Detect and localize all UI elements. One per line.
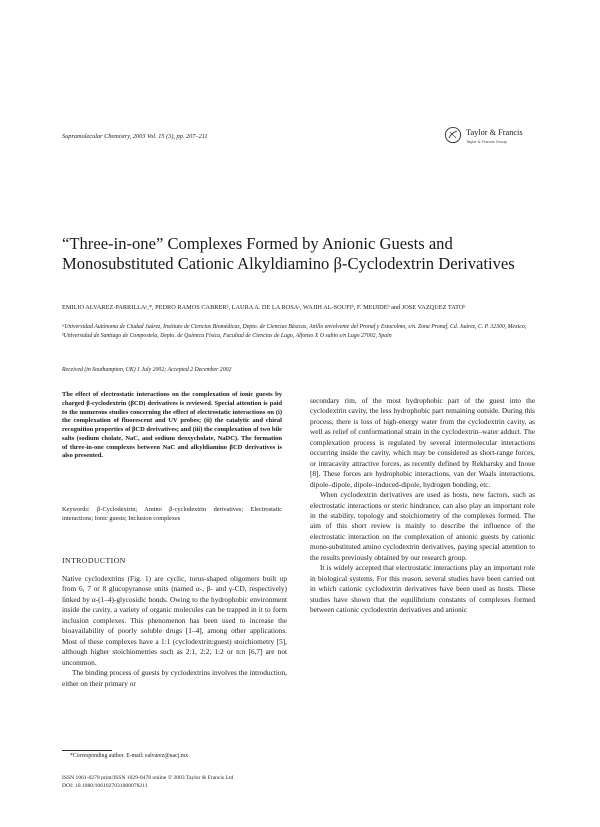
paragraph: Native cyclodextrins (Fig. 1) are cyclic, torus-shaped oligomers built up from 6, 7 or 8 glucopyranose units (named α-, β- and γ-CD, respectively) linked by α-(1–4)-glycosidic bonds. Owing to the hydrophobic environment inside the cavity, a variety of organic molecules can be trapped in it to form inclusion complexes. This phenomenon has been used to increase the bioavailability of poorly soluble drugs [1–4], among other applications. Most of these complexes have a 1:1 (cyclodextrin:guest) stoichiometry [5], although higher stoichiometries such as 2:1, 2:2, 1:2 or n:n [6,7] are not uncommon. <box>62 574 287 667</box>
paragraph: It is widely accepted that electrostatic interactions play an important role in biological systems. For this reason, several studies have been carried out in which cationic cyclodextrin derivatives have been used as hosts. These studies have shown that the equilibrium constants of complexes formed between cationic cyclodextrin derivatives and anionic <box>310 563 535 615</box>
introduction-text <box>62 574 287 689</box>
section-heading-introduction: INTRODUCTION <box>62 556 126 565</box>
issn-line: ISSN 1061-0278 print/ISSN 1029-0478 online © 2003 Taylor & Francis Ltd <box>62 775 234 781</box>
paragraph: When cyclodextrin derivatives are used as hosts, new factors, such as electrostatic interactions or steric hindrance, can also play an important role in the stability, topology and stoichiometry of the complexes formed. The aim of this short review is mainly to describe the influence of the electrostatic interaction on the complexation of anionic guests by cationic mono-substituted amino cyclodextrin derivatives, paying special attention to the results previously obtained by our research group. <box>310 490 535 562</box>
taylor-francis-logo-icon <box>444 126 462 144</box>
publisher-tagline: Taylor & Francis Group <box>466 139 507 144</box>
abstract: The effect of electrostatic interactions on the complexation of ionic guests by charged β-cyclodextrin (βCD) derivatives is reviewed. Special attention is paid to the numerous studies concerning the effect of electrostatic interactions on (i) the complexation of fluorescent and UV probes; (ii) the catalytic and chiral recognition properties of βCD derivatives; and (iii) the complexation of two bile salts (sodium cholate, NaC, and sodium deoxycholate, NaDC). The formation of three-in-one complexes between NaC and alkyldiamino βCD derivatives is also presented. <box>62 391 283 460</box>
journal-citation: Supramolecular Chemistry, 2003 Vol. 15 (3), pp. 207–211 <box>62 133 208 140</box>
author-list: EMILIO ALVAREZ-PARRILLAᵃ,*, PEDRO RAMOS CABRERᵇ, LAURA A. DE LA ROSAᵃ, WAJIH AL-SOUFIᵇ, F. MEIJIDEᵇ and JOSE VAZQUEZ TATOᵇ <box>62 304 466 311</box>
doi-line: DOI: 10.1080/1061027031000078211 <box>62 783 148 789</box>
corresponding-author-footnote: *Corresponding author. E-mail: ealvarez@uacj.mx <box>70 753 189 759</box>
issn-doi-block <box>62 774 362 790</box>
paragraph: The binding process of guests by cyclodextrins involves the introduction, either on their primary or <box>62 668 287 688</box>
paragraph: secondary rim, of the most hydrophobic part of the guest into the cyclodextrin cavity, the less hydrophobic part remaining outside. During this process, there is loss of high-energy water from the cyclodextrin cavity, as well as relief of conformational strain in the cyclodextrin–water adduct. The complexation process is regulated by several intermolecular interactions occurring inside the cavity, which may be considered as short-range forces, or intracavity attractive forces, as recently defined by Rekharsky and Inoue [8]. These forces are hydrophobic interactions, van der Waals interactions, dipole–dipole, dipole–induced-dipole, hydrogen bonding, etc. <box>310 396 535 489</box>
received-accepted-dates: Received (in Southampton, UK) 1 July 2002; Accepted 2 December 2002 <box>62 367 232 373</box>
article-title: “Three-in-one” Complexes Formed by Anionic Guests and Monosubstituted Cationic Alkyldiamino β-Cyclodextrin Derivatives <box>62 234 515 273</box>
affiliations: ᵃUniversidad Autónoma de Ciudad Juárez, Instituto de Ciencias Biomédicas, Depto. de Ciencias Básicas, Anillo envolvente del Pronaf y Estocolmo, s/n. Zona Pronaf, Cd. Juárez, C. P. 32300, Mexico; ᵇUniversidad de Santiago de Compostela, Depto. de Química Física, Facultad de Ciencias de Lugo, Alfonso X O sabio s/n Lugo 27002, Spain <box>62 324 527 339</box>
footnote-divider <box>62 750 112 751</box>
right-column-text <box>310 396 535 616</box>
publisher-name: Taylor & Francis <box>466 128 523 137</box>
publisher-logo <box>444 126 554 148</box>
keywords: Keywords: β-Cyclodextrin; Amino β-cyclodextrin derivatives; Electrostatic interactions; Ionic guests; Inclusion complexes <box>62 506 282 522</box>
